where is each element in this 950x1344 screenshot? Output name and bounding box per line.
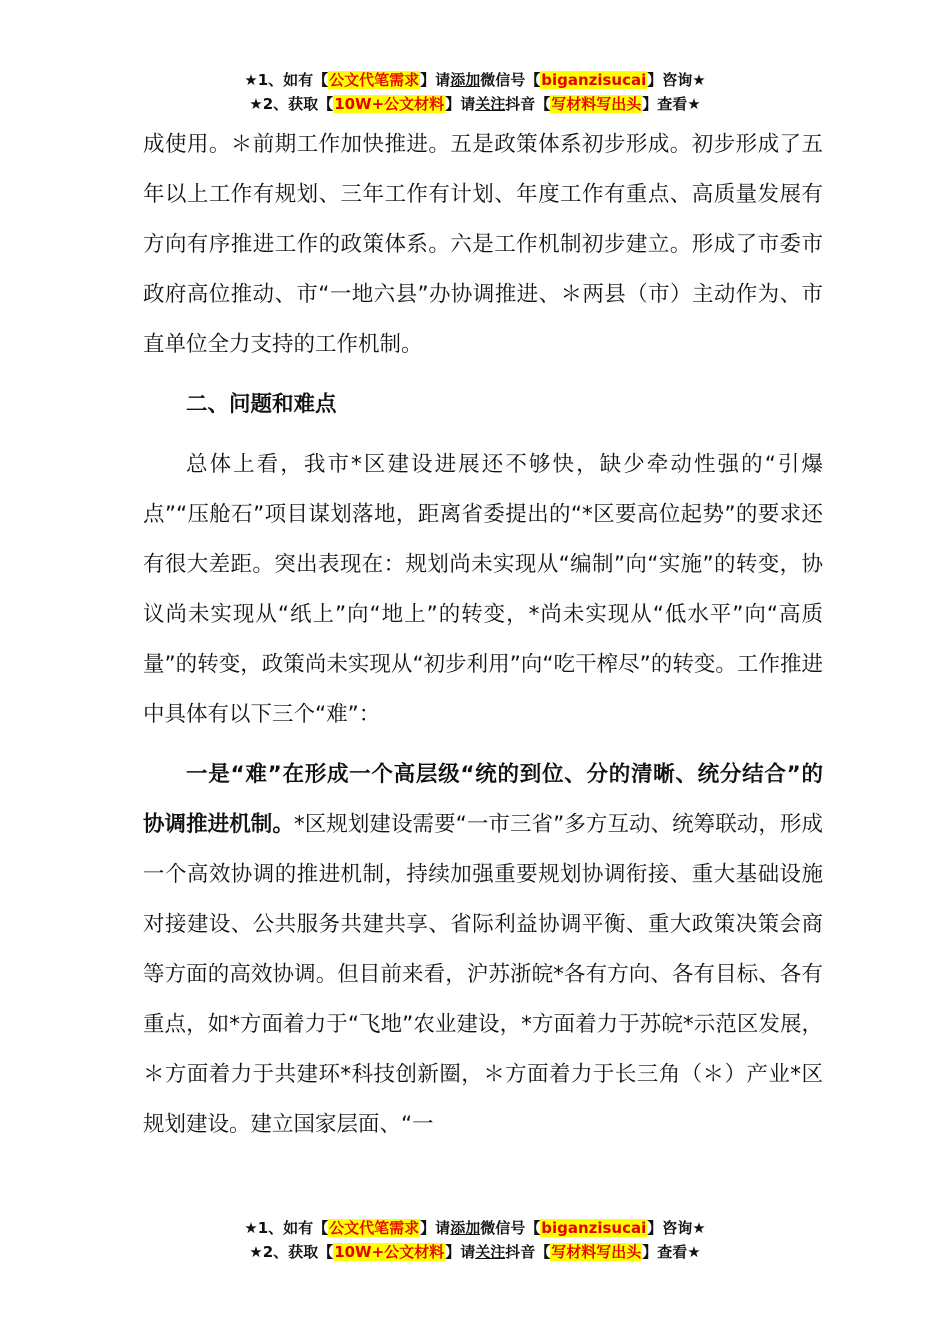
wechat-id-highlight: biganzisucai	[541, 71, 647, 89]
banner-text: 微信号【	[480, 1219, 541, 1237]
banner-text: ★2、获取【	[249, 95, 334, 113]
footer-banner	[0, 1216, 950, 1264]
paragraph-2: 总体上看，我市*区建设进展还不够快，缺少牵动性强的“引爆点”“压舱石”项目谋划落地，距离省委提出的“*区要高位起势”的要求还有很大差距。突出表现在：规划尚未实现从“编制”向“实施”的转变，协议尚未实现从“纸上”向“地上”的转变，*尚未实现从“低水平”向“高质量”的转变，政策尚未实现从“初步利用”向“吃干榨尽”的转变。工作推进中具体有以下三个“难”：	[143, 452, 823, 727]
banner-text: 】请	[420, 1219, 451, 1237]
highlight-text: 公文代笔需求	[329, 71, 420, 89]
banner-line-2	[0, 1240, 950, 1264]
banner-text: 】请	[445, 95, 476, 113]
header-banner	[0, 68, 950, 116]
document-body	[143, 120, 823, 1150]
douyin-id-highlight: 写材料写出头	[551, 1243, 642, 1261]
paragraph-1: 成使用。＊前期工作加快推进。五是政策体系初步形成。初步形成了五年以上工作有规划、三年工作有计划、年度工作有重点、高质量发展有方向有序推进工作的政策体系。六是工作机制初步建立。形成了市委市政府高位推动、市“一地六县”办协调推进、＊两县（市）主动作为、市直单位全力支持的工作机制。	[143, 132, 823, 357]
douyin-id-highlight: 写材料写出头	[551, 95, 642, 113]
banner-text: 】查看★	[642, 95, 701, 113]
paragraph-3	[143, 750, 823, 1150]
banner-line-1	[0, 1216, 950, 1240]
paragraph-3-lead: 一是“难”在形成一个高层级“统的到位、分的清晰、统分结合”的协调推进机制。	[143, 762, 823, 837]
underline-text: 添加	[450, 1219, 481, 1237]
banner-text: 抖音【	[505, 1243, 551, 1261]
banner-text: ★2、获取【	[249, 1243, 334, 1261]
spacer	[143, 430, 823, 440]
banner-line-2	[0, 92, 950, 116]
underline-text: 关注	[475, 95, 506, 113]
banner-text: ★1、如有【	[244, 71, 329, 89]
underline-text: 关注	[475, 1243, 506, 1261]
banner-text: 】咨询★	[647, 71, 706, 89]
highlight-text: 10W+公文材料	[334, 95, 445, 113]
banner-text: 微信号【	[480, 71, 541, 89]
banner-text: 抖音【	[505, 95, 551, 113]
highlight-text: 公文代笔需求	[329, 1219, 420, 1237]
highlight-text: 10W+公文材料	[334, 1243, 445, 1261]
underline-text: 添加	[450, 71, 481, 89]
banner-text: 】请	[420, 71, 451, 89]
banner-text: 】咨询★	[647, 1219, 706, 1237]
banner-line-1	[0, 68, 950, 92]
spacer	[143, 740, 823, 750]
section-heading: 二、问题和难点	[186, 392, 337, 417]
banner-text: 】请	[445, 1243, 476, 1261]
paragraph-3-body: *区规划建设需要“一市三省”多方互动、统筹联动，形成一个高效协调的推进机制，持续加强重要规划协调衔接、重大基础设施对接建设、公共服务共建共享、省际利益协调平衡、重大政策决策会商等方面的高效协调。但目前来看，沪苏浙皖*各有方向、各有目标、各有重点，如*方面着力于“飞地”农业建设，*方面着力于苏皖*示范区发展，＊方面着力于共建环*科技创新圈，＊方面着力于长三角（＊）产业*区规划建设。建立国家层面、“一	[143, 812, 823, 1137]
spacer	[143, 370, 823, 380]
banner-text: 】查看★	[642, 1243, 701, 1261]
wechat-id-highlight: biganzisucai	[541, 1219, 647, 1237]
banner-text: ★1、如有【	[244, 1219, 329, 1237]
